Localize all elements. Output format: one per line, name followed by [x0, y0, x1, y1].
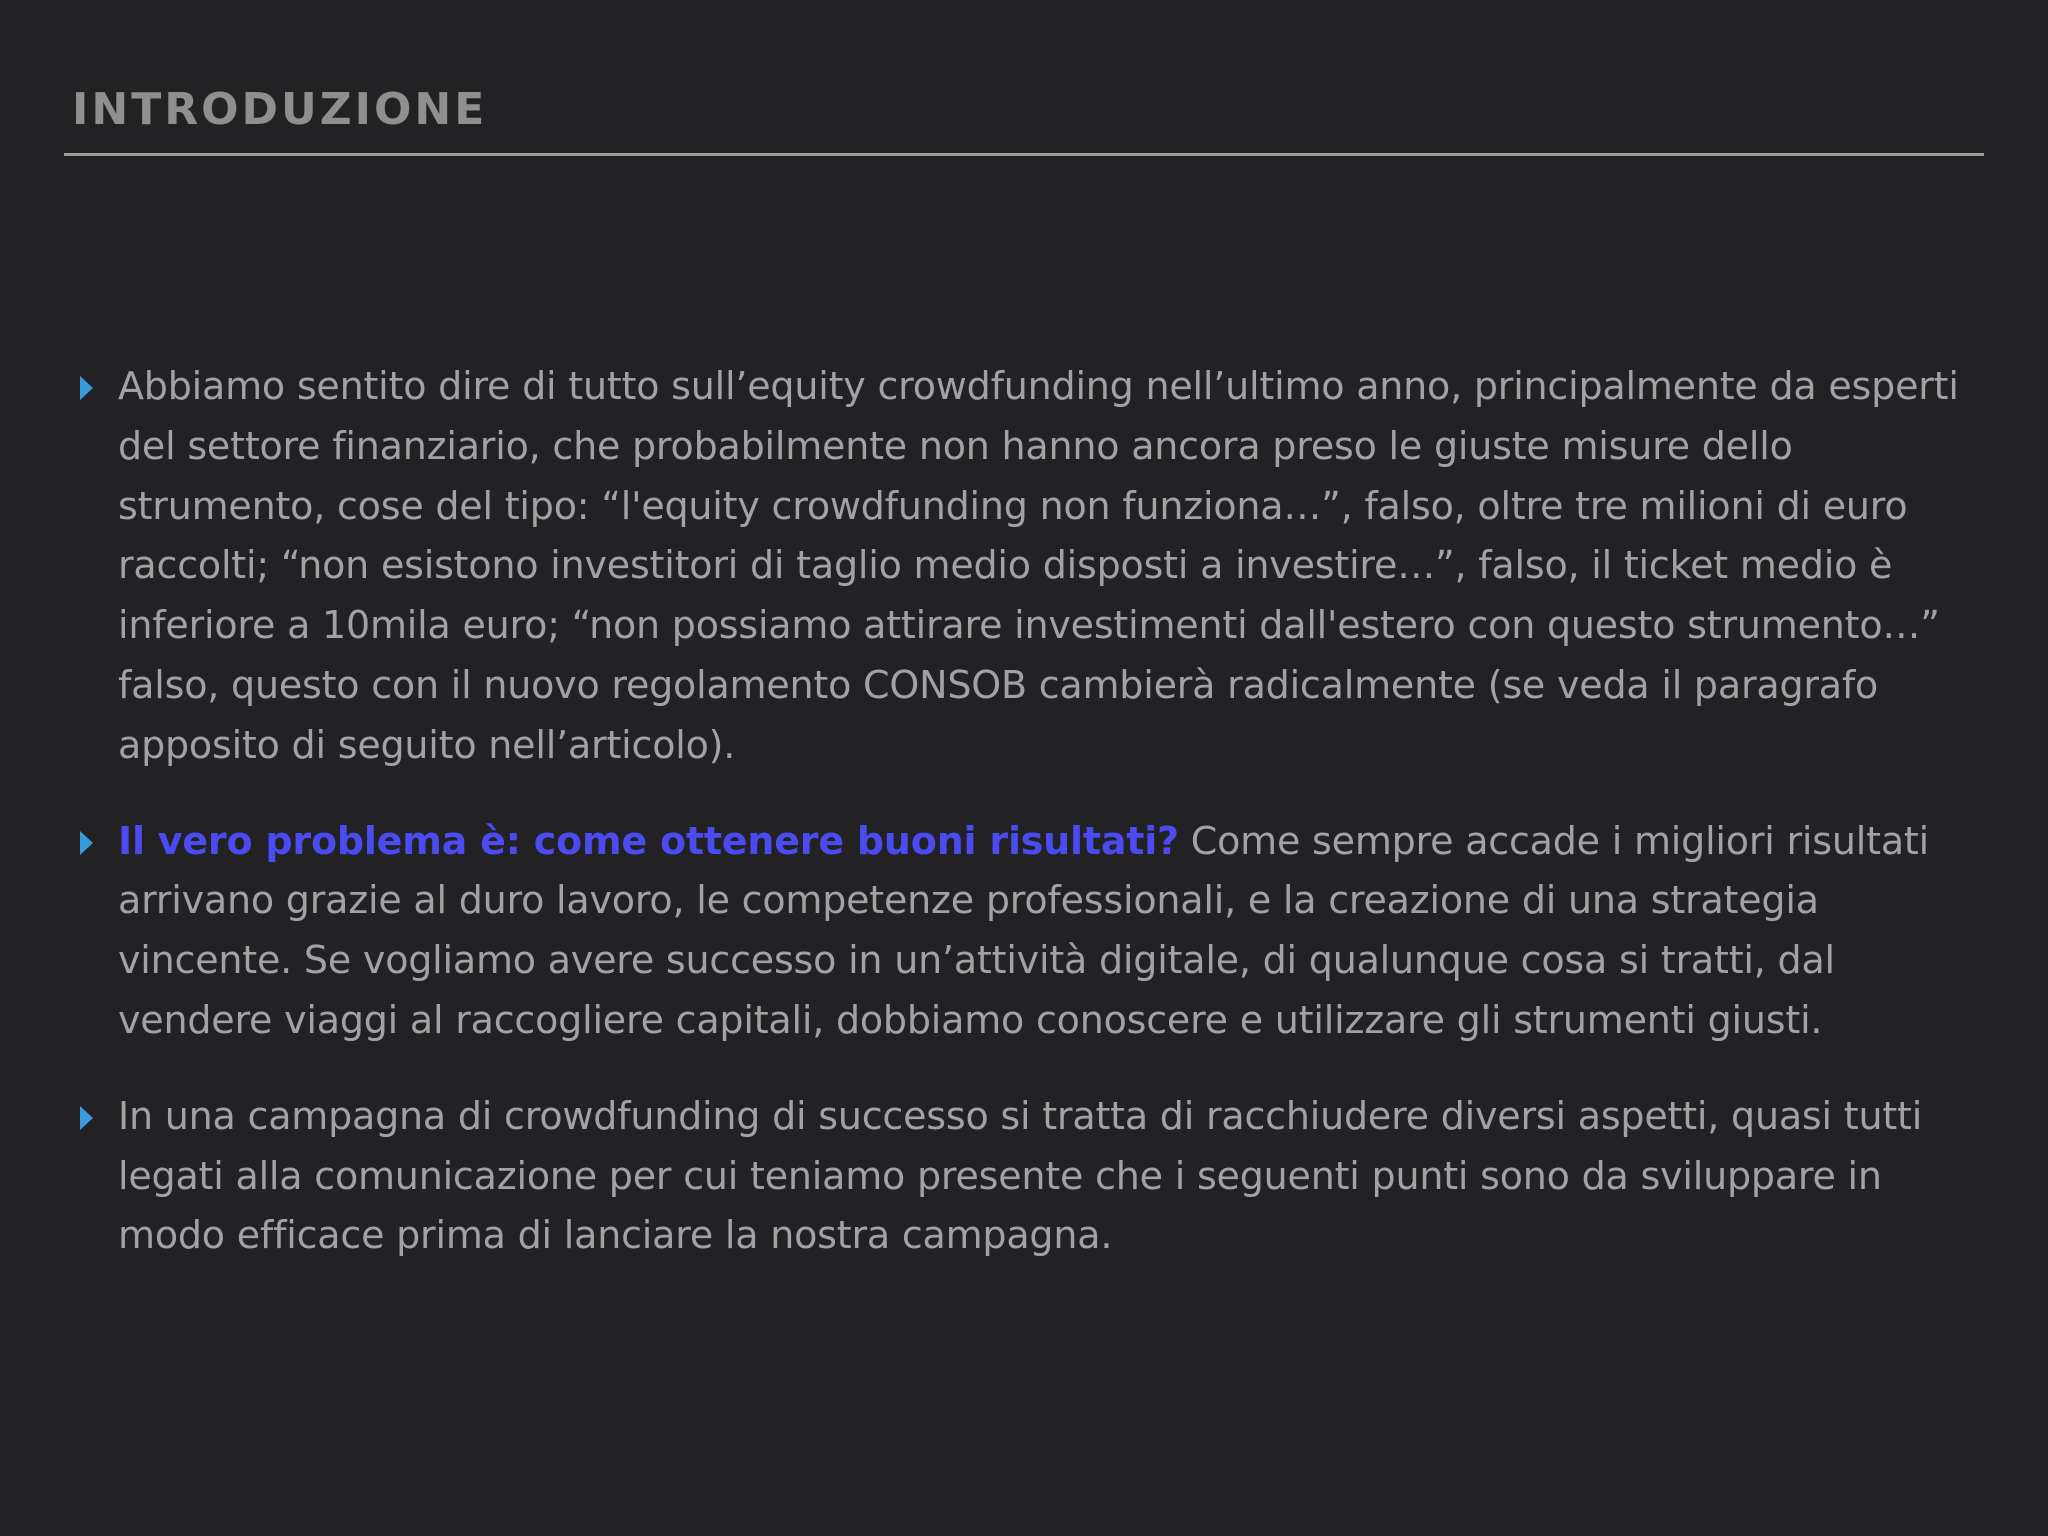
bullet-item-3: [80, 1087, 1980, 1266]
bullet-list: [80, 357, 1980, 1266]
triangle-bullet-icon: [80, 1106, 93, 1130]
bullet-text-2: Come sempre accade i migliori risultati arrivano grazie al duro lavoro, le competenze professionali, e la creazione di una strategia vincente. Se vogliamo avere successo in un’attività digitale, di qualunque cosa si tratti, dal vendere viaggi al raccogliere capitali, dobbiamo conoscere e utilizzare gli strumenti giusti.: [118, 818, 1929, 1042]
title-divider: [64, 153, 1984, 156]
triangle-bullet-icon: [80, 376, 93, 400]
bullet-item-2: [80, 812, 1980, 1051]
bullet-highlight-question: Il vero problema è: come ottenere buoni risultati?: [118, 818, 1179, 863]
bullet-text-3: In una campagna di crowdfunding di successo si tratta di racchiudere diversi aspetti, quasi tutti legati alla comunicazione per cui teniamo presente che i seguenti punti sono da sviluppare in modo efficace prima di lanciare la nostra campagna.: [118, 1093, 1923, 1258]
slide-title: INTRODUZIONE: [72, 84, 488, 135]
bullet-text-1: Abbiamo sentito dire di tutto sull’equity crowdfunding nell’ultimo anno, principalmente da esperti del settore finanziario, che probabilmente non hanno ancora preso le giuste misure dello strumento, cose del tipo: “l'equity crowdfunding non funziona…”, falso, oltre tre milioni di euro raccolti; “non esistono investitori di taglio medio disposti a investire…”, falso, il ticket medio è inferiore a 10mila euro; “non possiamo attirare investimenti dall'estero con questo strumento…” falso, questo con il nuovo regolamento CONSOB cambierà radicalmente (se veda il paragrafo apposito di seguito nell’articolo).: [118, 364, 1959, 767]
bullet-item-1: [80, 357, 1980, 776]
triangle-bullet-icon: [80, 831, 93, 855]
